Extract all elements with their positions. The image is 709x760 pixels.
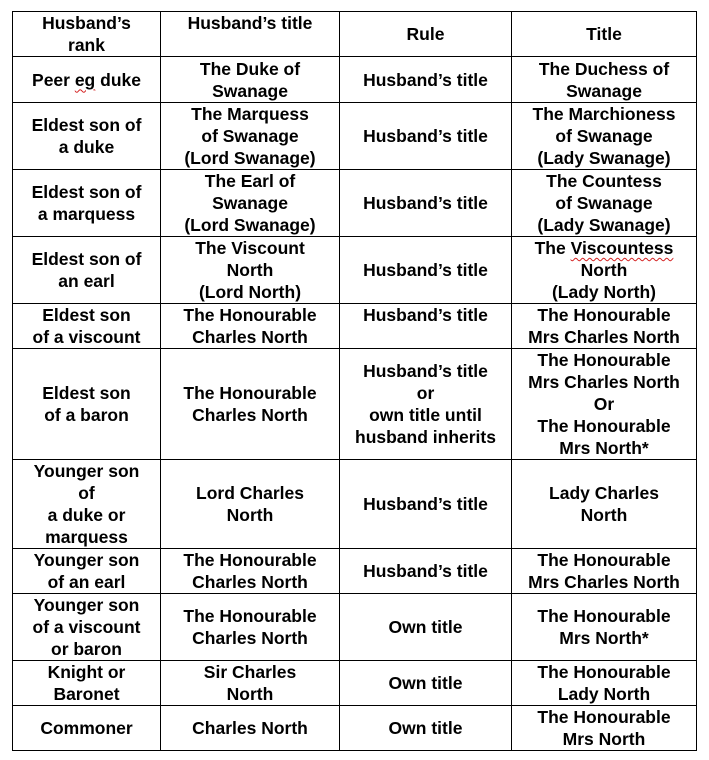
table-row [13,57,697,103]
rank-cell: Younger son of a viscount or baron [13,594,161,661]
rule-cell: Husband’s title [340,549,512,594]
husband-title-cell: The Duke of Swanage [161,57,340,103]
husband-title-cell: The Viscount North (Lord North) [161,237,340,304]
table-row [13,549,697,594]
rank-cell: Eldest son of a baron [13,349,161,460]
rank-cell: Younger son of a duke or marquess [13,460,161,549]
rank-cell: Eldest son of a duke [13,103,161,170]
rule-cell: Husband’s title or own title until husband inherits [340,349,512,460]
husband-title-cell: Lord Charles North [161,460,340,549]
title-cell: Lady Charles North [512,460,697,549]
rank-cell: Younger son of an earl [13,549,161,594]
rule-cell: Husband’s title [340,103,512,170]
table-row [13,460,697,549]
rule-cell: Husband’s title [340,237,512,304]
husband-title-cell: The Earl of Swanage (Lord Swanage) [161,170,340,237]
title-cell: The Honourable Mrs Charles North [512,549,697,594]
title-cell: The Honourable Mrs North* [512,594,697,661]
table-row [13,706,697,751]
title-cell: The Marchioness of Swanage (Lady Swanage) [512,103,697,170]
table-row [13,594,697,661]
title-cell: The Honourable Mrs North [512,706,697,751]
rank-cell: Eldest son of an earl [13,237,161,304]
titles-table [12,11,697,751]
rule-cell: Own title [340,661,512,706]
title-cell: The Honourable Lady North [512,661,697,706]
header-husband-rank: Husband’s rank [13,12,161,57]
rule-cell: Own title [340,706,512,751]
rule-cell: Own title [340,594,512,661]
husband-title-cell: The Honourable Charles North [161,549,340,594]
spellcheck-underline: eg [74,69,96,90]
title-cell: The Honourable Mrs Charles North [512,304,697,349]
table-row [13,103,697,170]
rank-cell: Knight or Baronet [13,661,161,706]
title-cell: The Duchess of Swanage [512,57,697,103]
husband-title-cell: Sir Charles North [161,661,340,706]
table-row [13,349,697,460]
table-row [13,304,697,349]
table-row [13,170,697,237]
table-row [13,237,697,304]
header-rule: Rule [340,12,512,57]
rank-cell: Eldest son of a marquess [13,170,161,237]
table-container [12,11,697,751]
title-cell: The Honourable Mrs Charles North Or The Honourable Mrs North* [512,349,697,460]
title-cell: The Countess of Swanage (Lady Swanage) [512,170,697,237]
husband-title-cell: The Honourable Charles North [161,304,340,349]
header-row [13,12,697,57]
title-cell: The Viscountess North (Lady North) [512,237,697,304]
rule-cell: Husband’s title [340,460,512,549]
husband-title-cell: The Marquess of Swanage (Lord Swanage) [161,103,340,170]
table-row [13,661,697,706]
husband-title-cell: The Honourable Charles North [161,349,340,460]
husband-title-cell: The Honourable Charles North [161,594,340,661]
rank-cell: Peer eg duke [13,57,161,103]
header-title: Title [512,12,697,57]
rule-cell: Husband’s title [340,57,512,103]
rank-cell: Commoner [13,706,161,751]
rule-cell: Husband’s title [340,170,512,237]
rank-cell: Eldest son of a viscount [13,304,161,349]
rule-cell: Husband’s title [340,304,512,349]
spellcheck-underline: Viscountess [570,238,674,258]
header-husband-title: Husband’s title [161,12,340,57]
husband-title-cell: Charles North [161,706,340,751]
